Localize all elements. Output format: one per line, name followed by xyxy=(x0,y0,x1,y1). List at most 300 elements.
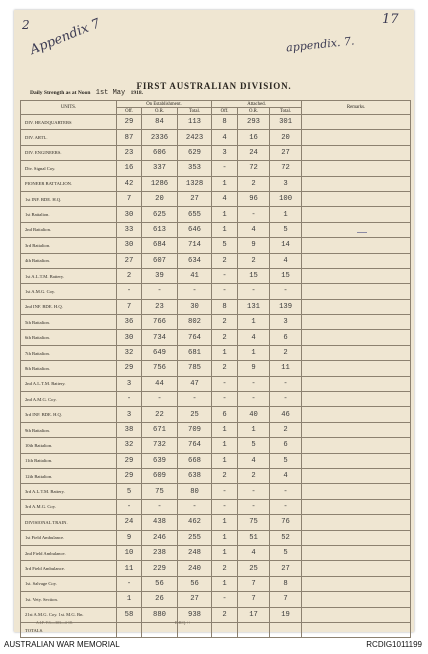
attached-other-ranks-cell: 72 xyxy=(238,161,270,176)
attached-officers-cell: 2 xyxy=(212,315,238,330)
attached-officers-cell: 2 xyxy=(212,330,238,345)
remarks-cell xyxy=(302,191,411,206)
establishment-total-cell: 714 xyxy=(178,238,212,253)
remarks-cell xyxy=(302,392,411,407)
remarks-cell xyxy=(302,330,411,345)
establishment-total-cell: 80 xyxy=(178,484,212,499)
attached-officers-cell: 2 xyxy=(212,253,238,268)
establishment-other-ranks-cell: 734 xyxy=(142,330,178,345)
establishment-officers-cell: 3 xyxy=(117,376,142,391)
establishment-officers-cell: - xyxy=(117,576,142,591)
attached-other-ranks-cell: 7 xyxy=(238,592,270,607)
establishment-total-cell: 681 xyxy=(178,345,212,360)
establishment-other-ranks-cell: 23 xyxy=(142,299,178,314)
remarks-cell xyxy=(302,499,411,514)
table-row xyxy=(21,299,411,314)
attached-total-cell: 11 xyxy=(270,361,302,376)
establishment-officers-cell: 30 xyxy=(117,330,142,345)
table-row xyxy=(21,345,411,360)
table-row xyxy=(21,607,411,622)
establishment-officers-cell: 32 xyxy=(117,438,142,453)
attached-total-cell: 2 xyxy=(270,345,302,360)
establishment-total-cell: 785 xyxy=(178,361,212,376)
establishment-officers-cell: 7 xyxy=(117,191,142,206)
attached-officers-cell: 6 xyxy=(212,407,238,422)
unit-name-cell: 11th Battalion. xyxy=(21,453,117,468)
establishment-other-ranks-cell: 238 xyxy=(142,545,178,560)
establishment-officers-cell: 36 xyxy=(117,315,142,330)
unit-name-cell: 4th Battalion. xyxy=(21,253,117,268)
table-row xyxy=(21,361,411,376)
attached-total-cell xyxy=(270,622,302,637)
attached-total-cell: 3 xyxy=(270,176,302,191)
remarks-cell xyxy=(302,515,411,530)
attached-officers-cell: 1 xyxy=(212,545,238,560)
table-row xyxy=(21,561,411,576)
attached-other-ranks-cell: 1 xyxy=(238,422,270,437)
unit-name-cell: 21st A.M.G. Coy. 1st. M.G. Bn. xyxy=(21,607,117,622)
establishment-officers-cell: 42 xyxy=(117,176,142,191)
attached-total-cell: 46 xyxy=(270,407,302,422)
remarks-cell xyxy=(302,484,411,499)
establishment-officers-cell: 33 xyxy=(117,222,142,237)
attached-total-cell: 3 xyxy=(270,315,302,330)
appendix-annotation-right: appendix. 7. xyxy=(285,34,355,55)
establishment-other-ranks-cell: 756 xyxy=(142,361,178,376)
attached-other-ranks-header: O.R. xyxy=(238,108,270,115)
table-row xyxy=(21,422,411,437)
remarks-cell xyxy=(302,268,411,283)
attached-other-ranks-cell: 75 xyxy=(238,515,270,530)
attached-total-cell: - xyxy=(270,392,302,407)
establishment-officers-cell: 5 xyxy=(117,484,142,499)
establishment-total-cell: 248 xyxy=(178,545,212,560)
attached-other-ranks-cell: 2 xyxy=(238,253,270,268)
establishment-officers-cell: - xyxy=(117,284,142,299)
attached-officers-cell: - xyxy=(212,592,238,607)
establishment-total-header: Total. xyxy=(178,108,212,115)
subtitle-date: 1st May xyxy=(95,89,126,97)
establishment-total-cell: 47 xyxy=(178,376,212,391)
establishment-other-ranks-cell: 607 xyxy=(142,253,178,268)
attached-officers-cell: 1 xyxy=(212,515,238,530)
establishment-total-cell: 27 xyxy=(178,191,212,206)
attached-other-ranks-cell: - xyxy=(238,207,270,222)
establishment-other-ranks-header: O.R. xyxy=(142,108,178,115)
table-row xyxy=(21,468,411,483)
attached-total-cell: 5 xyxy=(270,453,302,468)
attached-officers-cell: - xyxy=(212,284,238,299)
table-row xyxy=(21,530,411,545)
attached-total-header: Total. xyxy=(270,108,302,115)
document-title: FIRST AUSTRALIAN DIVISION. xyxy=(136,81,292,91)
attached-other-ranks-cell: 51 xyxy=(238,530,270,545)
table-row xyxy=(21,376,411,391)
unit-name-cell: DIVISIONAL TRAIN. xyxy=(21,515,117,530)
establishment-other-ranks-cell: 75 xyxy=(142,484,178,499)
attached-other-ranks-cell: 1 xyxy=(238,315,270,330)
attached-officers-cell: - xyxy=(212,484,238,499)
remarks-cell xyxy=(302,545,411,560)
establishment-officers-header: Off. xyxy=(117,108,142,115)
attached-other-ranks-cell: 4 xyxy=(238,330,270,345)
establishment-officers-cell: 29 xyxy=(117,115,142,130)
table-row xyxy=(21,130,411,145)
establishment-other-ranks-cell: 671 xyxy=(142,422,178,437)
table-row xyxy=(21,315,411,330)
establishment-officers-cell: 58 xyxy=(117,607,142,622)
unit-name-cell: 1st A.M.G. Coy. xyxy=(21,284,117,299)
strength-table xyxy=(20,100,411,638)
unit-name-cell: 3rd A.L.T.M. Battery. xyxy=(21,484,117,499)
attached-officers-cell: 1 xyxy=(212,422,238,437)
table-row xyxy=(21,222,411,237)
attached-officers-cell: 1 xyxy=(212,453,238,468)
establishment-officers-cell: 29 xyxy=(117,453,142,468)
unit-name-cell: 3rd A.M.G. Coy. xyxy=(21,499,117,514)
on-establishment-header: On Establishment. xyxy=(117,101,212,108)
dhq-stamp: D.H.Q. / / xyxy=(175,621,191,625)
establishment-other-ranks-cell: 613 xyxy=(142,222,178,237)
establishment-other-ranks-cell: - xyxy=(142,499,178,514)
attached-officers-cell: 4 xyxy=(212,191,238,206)
attached-other-ranks-cell: 24 xyxy=(238,145,270,160)
establishment-officers-cell: 27 xyxy=(117,253,142,268)
unit-name-cell: 7th Battalion. xyxy=(21,345,117,360)
table-row xyxy=(21,207,411,222)
establishment-other-ranks-cell: 44 xyxy=(142,376,178,391)
establishment-officers-cell: 11 xyxy=(117,561,142,576)
attached-officers-cell: 3 xyxy=(212,145,238,160)
attached-officers-cell: 2 xyxy=(212,561,238,576)
establishment-total-cell: 255 xyxy=(178,530,212,545)
table-row xyxy=(21,161,411,176)
establishment-total-cell: 25 xyxy=(178,407,212,422)
attached-other-ranks-cell: 9 xyxy=(238,238,270,253)
attached-total-cell: 301 xyxy=(270,115,302,130)
establishment-total-cell: 353 xyxy=(178,161,212,176)
remarks-cell xyxy=(302,253,411,268)
remarks-cell xyxy=(302,238,411,253)
unit-name-cell: 1st Field Ambulance. xyxy=(21,530,117,545)
attached-officers-cell: 2 xyxy=(212,468,238,483)
subtitle-year: 1918. xyxy=(130,90,143,96)
remarks-cell xyxy=(302,376,411,391)
remarks-cell xyxy=(302,438,411,453)
establishment-total-cell: 709 xyxy=(178,422,212,437)
remarks-cell xyxy=(302,284,411,299)
establishment-other-ranks-cell: 732 xyxy=(142,438,178,453)
establishment-officers-cell: 9 xyxy=(117,530,142,545)
table-row xyxy=(21,407,411,422)
remarks-cell xyxy=(302,453,411,468)
establishment-other-ranks-cell: 246 xyxy=(142,530,178,545)
establishment-officers-cell: 24 xyxy=(117,515,142,530)
establishment-total-cell: - xyxy=(178,284,212,299)
establishment-officers-cell: 38 xyxy=(117,422,142,437)
establishment-total-cell: 462 xyxy=(178,515,212,530)
establishment-total-cell: 113 xyxy=(178,115,212,130)
establishment-total-cell: 638 xyxy=(178,468,212,483)
unit-name-cell: 1st INF. BDE. H.Q. xyxy=(21,191,117,206)
table-row xyxy=(21,392,411,407)
unit-name-cell: 1st Battalion. xyxy=(21,207,117,222)
attached-header: Attached. xyxy=(212,101,302,108)
table-row xyxy=(21,515,411,530)
attached-total-cell: 20 xyxy=(270,130,302,145)
establishment-officers-cell: 30 xyxy=(117,207,142,222)
remarks-cell xyxy=(302,530,411,545)
attached-officers-cell xyxy=(212,622,238,637)
unit-name-cell: DIV. ARTL. xyxy=(21,130,117,145)
attached-other-ranks-cell: 40 xyxy=(238,407,270,422)
table-row xyxy=(21,484,411,499)
establishment-total-cell: 646 xyxy=(178,222,212,237)
attached-other-ranks-cell: - xyxy=(238,284,270,299)
attached-officers-cell: 1 xyxy=(212,207,238,222)
table-row xyxy=(21,499,411,514)
remarks-cell xyxy=(302,145,411,160)
attached-total-cell: 2 xyxy=(270,422,302,437)
table-row xyxy=(21,453,411,468)
unit-name-cell: 3rd INF. BDE. H.Q. xyxy=(21,407,117,422)
attached-officers-cell: 1 xyxy=(212,222,238,237)
table-row xyxy=(21,592,411,607)
establishment-other-ranks-cell: 26 xyxy=(142,592,178,607)
remarks-cell xyxy=(302,622,411,637)
attached-officers-cell: - xyxy=(212,392,238,407)
attached-other-ranks-cell: 9 xyxy=(238,361,270,376)
establishment-officers-cell: 1 xyxy=(117,592,142,607)
establishment-officers-cell xyxy=(117,622,142,637)
establishment-officers-cell: 87 xyxy=(117,130,142,145)
attached-officers-cell: 2 xyxy=(212,361,238,376)
document-subtitle xyxy=(30,89,143,97)
remarks-cell xyxy=(302,161,411,176)
establishment-other-ranks-cell: 684 xyxy=(142,238,178,253)
establishment-total-cell: 56 xyxy=(178,576,212,591)
attached-total-cell: 76 xyxy=(270,515,302,530)
establishment-other-ranks-cell: 625 xyxy=(142,207,178,222)
attached-officers-cell: 1 xyxy=(212,530,238,545)
establishment-total-cell: 629 xyxy=(178,145,212,160)
establishment-other-ranks-cell: 337 xyxy=(142,161,178,176)
remarks-cell xyxy=(302,468,411,483)
establishment-total-cell: - xyxy=(178,499,212,514)
attached-other-ranks-cell xyxy=(238,622,270,637)
attached-other-ranks-cell: 7 xyxy=(238,576,270,591)
establishment-officers-cell: 29 xyxy=(117,468,142,483)
unit-name-cell: 1st. Vety. Section. xyxy=(21,592,117,607)
attached-officers-cell: - xyxy=(212,161,238,176)
table-row xyxy=(21,253,411,268)
establishment-other-ranks-cell xyxy=(142,622,178,637)
attached-officers-cell: - xyxy=(212,268,238,283)
establishment-other-ranks-cell: 438 xyxy=(142,515,178,530)
establishment-other-ranks-cell: - xyxy=(142,284,178,299)
attached-officers-cell: 1 xyxy=(212,345,238,360)
attached-total-cell: 52 xyxy=(270,530,302,545)
attached-other-ranks-cell: - xyxy=(238,484,270,499)
establishment-other-ranks-cell: 609 xyxy=(142,468,178,483)
remarks-cell xyxy=(302,592,411,607)
attached-other-ranks-cell: 16 xyxy=(238,130,270,145)
unit-name-cell: 2nd Battalion. xyxy=(21,222,117,237)
establishment-officers-cell: 23 xyxy=(117,145,142,160)
establishment-other-ranks-cell: 84 xyxy=(142,115,178,130)
attached-other-ranks-cell: 96 xyxy=(238,191,270,206)
attached-total-cell: 1 xyxy=(270,207,302,222)
establishment-other-ranks-cell: 880 xyxy=(142,607,178,622)
establishment-total-cell: 240 xyxy=(178,561,212,576)
establishment-other-ranks-cell: 229 xyxy=(142,561,178,576)
establishment-other-ranks-cell: 606 xyxy=(142,145,178,160)
establishment-other-ranks-cell: 1286 xyxy=(142,176,178,191)
attached-total-cell: - xyxy=(270,284,302,299)
establishment-total-cell: 2423 xyxy=(178,130,212,145)
establishment-other-ranks-cell: 2336 xyxy=(142,130,178,145)
table-row xyxy=(21,438,411,453)
establishment-total-cell: 938 xyxy=(178,607,212,622)
table-row xyxy=(21,268,411,283)
establishment-total-cell: 655 xyxy=(178,207,212,222)
establishment-other-ranks-cell: 649 xyxy=(142,345,178,360)
attached-other-ranks-cell: - xyxy=(238,392,270,407)
table-row xyxy=(21,191,411,206)
remarks-cell xyxy=(302,407,411,422)
attached-total-cell: 5 xyxy=(270,545,302,560)
establishment-other-ranks-cell: 20 xyxy=(142,191,178,206)
attached-officers-cell: - xyxy=(212,376,238,391)
units-header: UNITS. xyxy=(21,101,117,115)
table-row xyxy=(21,576,411,591)
remarks-cell xyxy=(302,115,411,130)
establishment-other-ranks-cell: 22 xyxy=(142,407,178,422)
unit-name-cell: 3rd Battalion. xyxy=(21,238,117,253)
attached-other-ranks-cell: 4 xyxy=(238,453,270,468)
table-row xyxy=(21,284,411,299)
unit-name-cell: 2nd Field Ambulance. xyxy=(21,545,117,560)
subtitle-label: Daily Strength as at Noon xyxy=(30,90,91,96)
establishment-other-ranks-cell: 56 xyxy=(142,576,178,591)
table-row xyxy=(21,238,411,253)
attached-other-ranks-cell: 4 xyxy=(238,545,270,560)
attached-officers-cell: 8 xyxy=(212,299,238,314)
unit-name-cell: 5th Battalion. xyxy=(21,315,117,330)
corner-annotation-right: 17 xyxy=(382,12,399,27)
table-row xyxy=(21,545,411,560)
attached-total-cell: 27 xyxy=(270,145,302,160)
attached-total-cell: 5 xyxy=(270,222,302,237)
attached-total-cell: 19 xyxy=(270,607,302,622)
attached-other-ranks-cell: - xyxy=(238,376,270,391)
remarks-cell xyxy=(302,576,411,591)
attached-total-cell: 27 xyxy=(270,561,302,576)
attached-total-cell: 6 xyxy=(270,438,302,453)
establishment-total-cell: 30 xyxy=(178,299,212,314)
unit-name-cell: 6th Battalion. xyxy=(21,330,117,345)
establishment-officers-cell: 2 xyxy=(117,268,142,283)
attached-officers-cell: 1 xyxy=(212,576,238,591)
remarks-cell xyxy=(302,207,411,222)
remarks-cell xyxy=(302,130,411,145)
attached-officers-cell: 2 xyxy=(212,607,238,622)
establishment-total-cell: 27 xyxy=(178,592,212,607)
establishment-other-ranks-cell: 766 xyxy=(142,315,178,330)
attached-officers-cell: - xyxy=(212,499,238,514)
attached-other-ranks-cell: 4 xyxy=(238,222,270,237)
remarks-cell xyxy=(302,176,411,191)
attached-total-cell: 139 xyxy=(270,299,302,314)
establishment-total-cell: 41 xyxy=(178,268,212,283)
unit-name-cell: PIONEER BATTALION. xyxy=(21,176,117,191)
attached-officers-cell: 8 xyxy=(212,115,238,130)
attached-total-cell: - xyxy=(270,484,302,499)
unit-name-cell: 12th Battalion. xyxy=(21,468,117,483)
unit-name-cell: 10th Battalion. xyxy=(21,438,117,453)
archive-caption: AUSTRALIAN WAR MEMORIAL xyxy=(4,640,120,649)
attached-officers-cell: 1 xyxy=(212,176,238,191)
unit-name-cell: DIV. ENGINEERS. xyxy=(21,145,117,160)
attached-officers-header: Off. xyxy=(212,108,238,115)
unit-name-cell: 2nd INF. BDE. H.Q. xyxy=(21,299,117,314)
establishment-total-cell: 634 xyxy=(178,253,212,268)
attached-total-cell: 4 xyxy=(270,253,302,268)
attached-officers-cell: 1 xyxy=(212,438,238,453)
table-body xyxy=(21,115,411,638)
attached-total-cell: 7 xyxy=(270,592,302,607)
table-row xyxy=(21,330,411,345)
attached-other-ranks-cell: 17 xyxy=(238,607,270,622)
attached-officers-cell: 4 xyxy=(212,130,238,145)
establishment-officers-cell: 3 xyxy=(117,407,142,422)
establishment-officers-cell: 29 xyxy=(117,361,142,376)
attached-other-ranks-cell: 2 xyxy=(238,468,270,483)
appendix-annotation-left: Appendix 7 xyxy=(28,16,103,58)
attached-other-ranks-cell: 15 xyxy=(238,268,270,283)
attached-total-cell: 14 xyxy=(270,238,302,253)
unit-name-cell: Div. Signal Coy. xyxy=(21,161,117,176)
attached-total-cell: 4 xyxy=(270,468,302,483)
unit-name-cell: TOTALS. xyxy=(21,622,117,637)
remarks-header: Remarks. xyxy=(302,101,411,115)
attached-total-cell: 8 xyxy=(270,576,302,591)
remarks-cell xyxy=(302,345,411,360)
remarks-cell xyxy=(302,299,411,314)
establishment-officers-cell: - xyxy=(117,499,142,514)
unit-name-cell: 1st. Salvage Coy. xyxy=(21,576,117,591)
remarks-cell xyxy=(302,222,411,237)
establishment-officers-cell: 7 xyxy=(117,299,142,314)
attached-other-ranks-cell: 5 xyxy=(238,438,270,453)
attached-total-cell: - xyxy=(270,376,302,391)
establishment-officers-cell: 32 xyxy=(117,345,142,360)
attached-total-cell: 72 xyxy=(270,161,302,176)
attached-other-ranks-cell: 2 xyxy=(238,176,270,191)
attached-total-cell: 15 xyxy=(270,268,302,283)
establishment-other-ranks-cell: 39 xyxy=(142,268,178,283)
unit-name-cell: 1st A.L.T.M. Battery. xyxy=(21,268,117,283)
unit-name-cell: 3rd Field Ambulance. xyxy=(21,561,117,576)
unit-name-cell: 2nd A.M.G. Coy. xyxy=(21,392,117,407)
establishment-total-cell: 764 xyxy=(178,330,212,345)
remarks-cell xyxy=(302,561,411,576)
establishment-total-cell: 668 xyxy=(178,453,212,468)
attached-other-ranks-cell: 25 xyxy=(238,561,270,576)
establishment-other-ranks-cell: 639 xyxy=(142,453,178,468)
corner-annotation-left: 2 xyxy=(22,18,30,32)
establishment-other-ranks-cell: - xyxy=(142,392,178,407)
